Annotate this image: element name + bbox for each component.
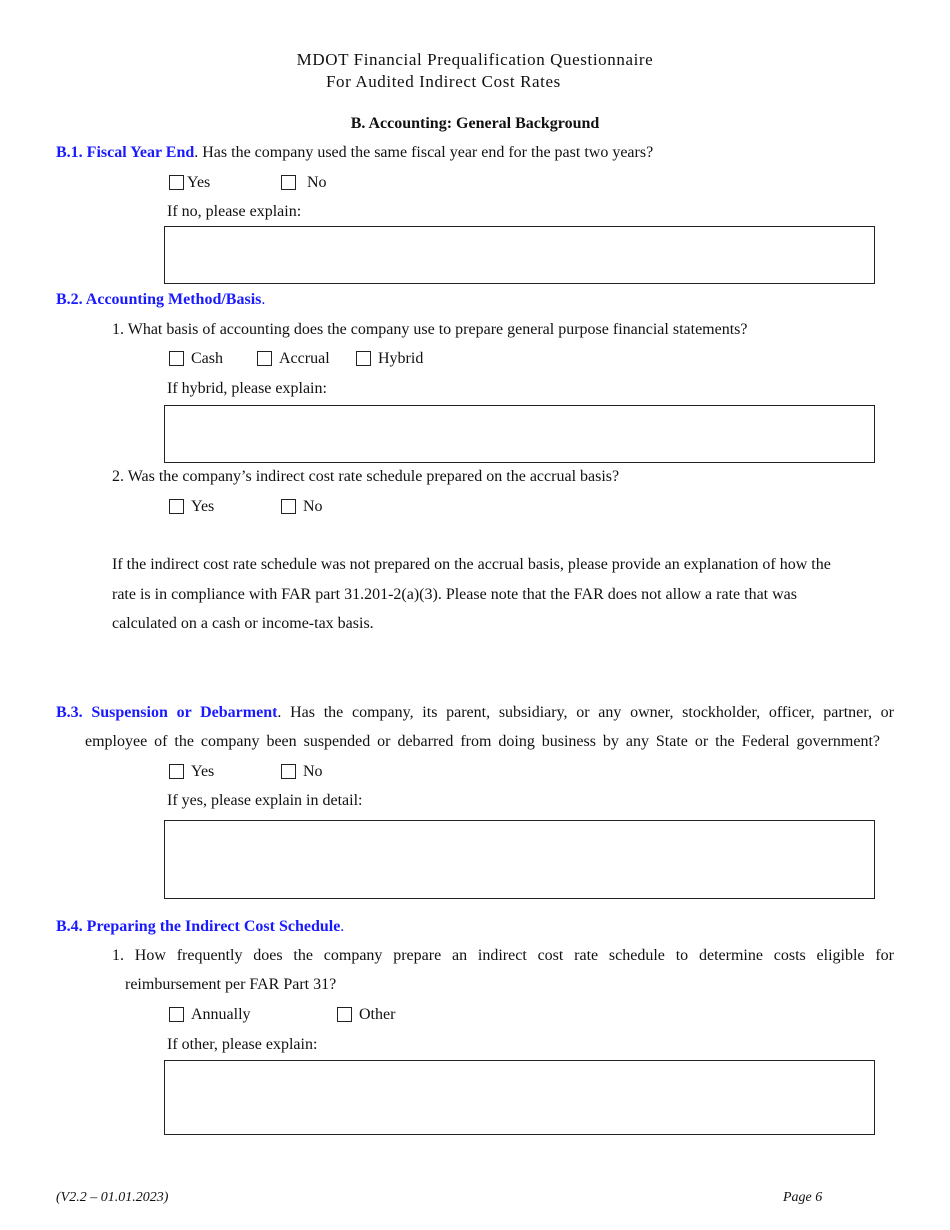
b4-annually-checkbox[interactable] <box>169 1007 184 1022</box>
b1-yes-label: Yes <box>187 174 211 191</box>
b3-question: . Has the company, its parent, subsidiary, or any owner, stockholder, officer, partner, or <box>277 704 894 721</box>
b2-accrual-no-checkbox[interactable] <box>281 499 296 514</box>
b2-accrual-checkbox[interactable] <box>257 351 272 366</box>
footer-version: (V2.2 – 01.01.2023) <box>56 1190 169 1205</box>
b2-accrual-label: Accrual <box>279 350 330 367</box>
b2-hybrid-label: Hybrid <box>378 350 424 367</box>
b2-note-line-1: If the indirect cost rate schedule was not prepared on the accrual basis, please provide an explanation of how the <box>112 556 831 573</box>
b2-explanation-field[interactable] <box>164 405 875 463</box>
section-title: B. Accounting: General Background <box>350 115 600 132</box>
b2-question-2: 2. Was the company’s indirect cost rate schedule prepared on the accrual basis? <box>112 468 620 485</box>
b3-question-line-2: employee of the company been suspended or debarred from doing business by any State or the Federal government? <box>85 733 880 750</box>
b3-yes-label: Yes <box>191 763 215 780</box>
b2-accrual-yes-label: Yes <box>191 498 215 515</box>
b1-explanation-field[interactable] <box>164 226 875 284</box>
b1-no-label: No <box>307 174 327 191</box>
b1-explain-label: If no, please explain: <box>167 203 302 220</box>
title-line-1 <box>0 50 950 70</box>
b2-heading: B.2. Accounting Method/Basis <box>56 291 262 308</box>
b3-heading: B.3. Suspension or Debarment <box>56 704 278 721</box>
b3-question-line-1 <box>56 704 894 722</box>
title-text: MDOT Financial Prequalification Questionnaire <box>296 50 654 69</box>
b4-question-1-line-2: reimbursement per FAR Part 31? <box>125 976 337 993</box>
b3-no-checkbox[interactable] <box>281 764 296 779</box>
b1-heading: B.1. Fiscal Year End <box>56 144 195 161</box>
b1-question-line <box>56 144 653 162</box>
b2-heading-period: . <box>261 291 266 308</box>
b2-heading-line <box>56 291 265 309</box>
b2-explain-label: If hybrid, please explain: <box>167 380 327 397</box>
b2-accrual-yes-checkbox[interactable] <box>169 499 184 514</box>
b3-explanation-field[interactable] <box>164 820 875 899</box>
b3-explain-label: If yes, please explain in detail: <box>167 792 363 809</box>
title-line-2: For Audited Indirect Cost Rates <box>326 72 561 91</box>
b4-heading: B.4. Preparing the Indirect Cost Schedule <box>56 918 341 935</box>
b4-other-label: Other <box>359 1006 396 1023</box>
footer-page-number: Page 6 <box>783 1190 823 1205</box>
b4-annually-label: Annually <box>191 1006 251 1023</box>
b4-other-checkbox[interactable] <box>337 1007 352 1022</box>
b4-explanation-field[interactable] <box>164 1060 875 1135</box>
b2-accrual-no-label: No <box>303 498 323 515</box>
b3-yes-checkbox[interactable] <box>169 764 184 779</box>
b1-yes-checkbox[interactable] <box>169 175 184 190</box>
b2-cash-checkbox[interactable] <box>169 351 184 366</box>
b4-question-1-line-1: 1. How frequently does the company prepare an indirect cost rate schedule to determine costs eligible for <box>112 947 894 964</box>
b4-explain-label: If other, please explain: <box>167 1036 318 1053</box>
b1-no-checkbox[interactable] <box>281 175 296 190</box>
b2-note-line-3: calculated on a cash or income-tax basis. <box>112 615 374 632</box>
b2-cash-label: Cash <box>191 350 223 367</box>
b4-heading-period: . <box>340 918 345 935</box>
b2-question-1: 1. What basis of accounting does the company use to prepare general purpose financial statements? <box>112 321 748 338</box>
b4-heading-line <box>56 918 344 936</box>
b2-note-line-2: rate is in compliance with FAR part 31.201-2(a)(3). Please note that the FAR does not allow a rate that was <box>112 586 798 603</box>
b3-no-label: No <box>303 763 323 780</box>
b2-hybrid-checkbox[interactable] <box>356 351 371 366</box>
b1-question: . Has the company used the same fiscal year end for the past two years? <box>194 144 654 161</box>
